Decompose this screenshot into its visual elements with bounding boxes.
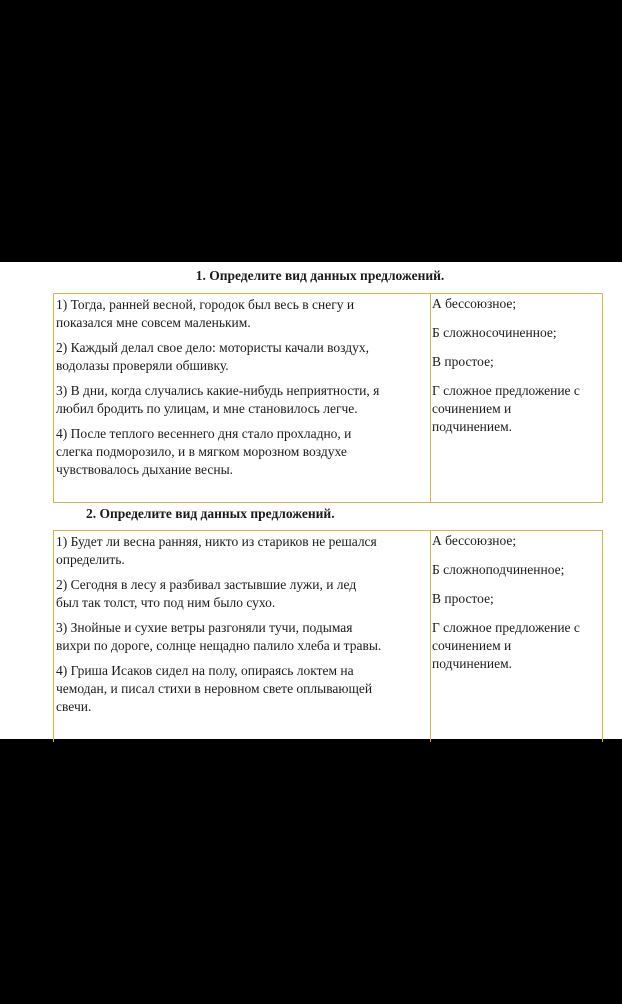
task1-option-b: Б сложносочиненное;	[432, 325, 557, 340]
task1-options-column	[431, 294, 602, 502]
task2-options-column	[431, 531, 602, 742]
task1-title: 1. Определите вид данных предложений.	[195, 268, 445, 283]
task2-table	[53, 530, 603, 742]
task1-option-v: В простое;	[432, 354, 494, 369]
task2-option-a: А бессоюзное;	[432, 533, 517, 548]
task1-sentence-2: 2) Каждый делал свое дело: мотористы качали воздух, водолазы проверяли обшивку.	[56, 340, 369, 373]
task1-sentence-3: 3) В дни, когда случались какие-нибудь неприятности, я любил бродить по улицам, и мне становилось легче.	[56, 383, 380, 416]
task2-sentence-2: 2) Сегодня в лесу я разбивал застывшие лужи, и лед был так толст, что под ним было сухо.	[56, 577, 357, 610]
task1-sentence-4: 4) После теплого весеннего дня стало прохладно, и слегка подморозило, и в мягком морозном воздухе чувствовалось дыхание весны.	[56, 426, 352, 477]
task2-option-b: Б сложноподчиненное;	[432, 562, 565, 577]
task2-sentences-column	[54, 531, 431, 742]
task2-sentence-1: 1) Будет ли весна ранняя, никто из стариков не решался определить.	[56, 534, 377, 567]
task2-title: 2. Определите вид данных предложений.	[86, 506, 335, 521]
task1-option-a: А бессоюзное;	[432, 296, 517, 311]
task1-sentences-column	[54, 294, 431, 502]
task2-sentence-3: 3) Знойные и сухие ветры разгоняли тучи, подымая вихри по дороге, солнце нещадно палило хлеба и травы.	[56, 620, 382, 653]
task2-sentence-4: 4) Гриша Исаков сидел на полу, опираясь локтем на чемодан, и писал стихи в неровном свете оплывающей свечи.	[56, 663, 373, 714]
task1-table	[53, 293, 603, 503]
task1-sentence-1: 1) Тогда, ранней весной, городок был весь в снегу и показался мне совсем маленьким.	[56, 297, 355, 330]
task2-option-g: Г сложное предложение с сочинением и подчинением.	[432, 620, 580, 671]
task2-option-v: В простое;	[432, 591, 494, 606]
task1-option-g: Г сложное предложение с сочинением и подчинением.	[432, 383, 580, 434]
document-page	[0, 262, 622, 739]
